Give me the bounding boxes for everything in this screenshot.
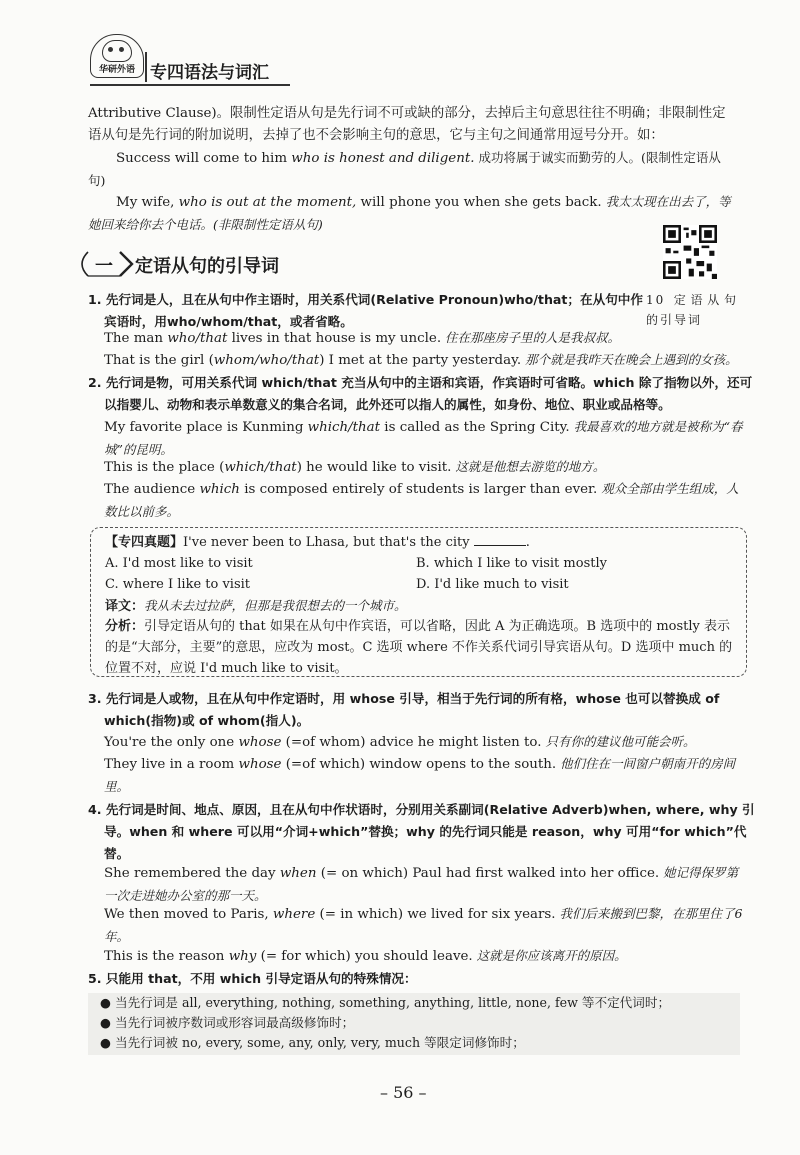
exam-analysis: 分析：引导定语从句的 that 如果在从句中作宾语，可以省略，因此 A 为正确选项。B 选项中的 mostly 表示的是“大部分，主要”的意思，应改为 most。C 选项 where 不作关系代词引导宾语从句。D 选项中 much 的位置不对，应说 I'd much like to visit。 bbox=[105, 619, 733, 676]
series-title: 专四语法与词汇 bbox=[150, 63, 269, 83]
header-underline bbox=[90, 84, 290, 86]
qr-caption: 10 定语从句的引导词 bbox=[646, 293, 738, 327]
item-4-example-2: We then moved to Paris, where (= in which) we lived for six years. 我们后来搬到巴黎，在那里住了6年。 bbox=[104, 906, 743, 944]
item-1-heading: 1. 先行词是人，且在从句中作主语时，用关系代词(Relative Pronoun)who/that；在从句中作宾语时，用who/whom/that，或者省略。 bbox=[88, 292, 643, 329]
intro-example-2: My wife, who is out at the moment, will phone you when she gets back. 我太太现在出去了，等她回来给你去个电话。(非限制性定语从句) bbox=[88, 194, 731, 232]
item-2-example-2: This is the place (which/that) he would like to visit. 这就是他想去游览的地方。 bbox=[104, 459, 606, 475]
logo-eye-left bbox=[108, 47, 113, 52]
logo-frog-face bbox=[102, 40, 132, 62]
exam-option-a: A. I'd most like to visit bbox=[105, 556, 253, 571]
item-4-example-3: This is the reason why (= for which) you should leave. 这就是你应该离开的原因。 bbox=[104, 948, 627, 964]
intro-paragraph: Attributive Clause)。限制性定语从句是先行词不可或缺的部分，去掉后主句意思往往不明确；非限制性定语从句是先行词的附加说明，去掉了也不会影响主句的意思，它与主句之间通常用逗号分开。如： bbox=[88, 106, 726, 143]
header-divider bbox=[145, 52, 147, 82]
exam-option-d: D. I'd like much to visit bbox=[416, 577, 569, 592]
item-1-example-1: The man who/that lives in that house is my uncle. 住在那座房子里的人是我叔叔。 bbox=[104, 330, 621, 346]
page-number: – 56 – bbox=[380, 1083, 427, 1102]
logo-text: 华研外语 bbox=[98, 65, 135, 75]
exam-option-b: B. which I like to visit mostly bbox=[416, 556, 607, 571]
exam-question: 【专四真题】I've never been to Lhasa, but that's the city . bbox=[105, 535, 530, 550]
exam-option-c: C. where I like to visit bbox=[105, 577, 251, 592]
qr-code-icon[interactable] bbox=[663, 225, 717, 279]
section-number: 一 bbox=[95, 256, 113, 277]
item-5-heading: 5. 只能用 that，不用 which 引导定语从句的特殊情况： bbox=[88, 971, 417, 986]
item-5-bullet-3: ● 当先行词被 no, every, some, any, only, very, much 等限定词修饰时； bbox=[100, 1035, 525, 1050]
item-5-bullet-2: ● 当先行词被序数词或形容词最高级修饰时； bbox=[100, 1015, 355, 1030]
logo-eye-right bbox=[119, 47, 124, 52]
exam-translation: 译文：我从未去过拉萨，但那是我很想去的一个城市。 bbox=[105, 598, 407, 614]
item-5-bullet-1: ● 当先行词是 all, everything, nothing, something, anything, little, none, few 等不定代词时； bbox=[100, 995, 671, 1010]
intro-example-1: Success will come to him who is honest and diligent. 成功将属于诚实而勤劳的人。(限制性定语从句) bbox=[88, 150, 721, 188]
item-4-example-1: She remembered the day when (= on which) Paul had first walked into her office. 她记得保罗第一次走进她办公室的那一天。 bbox=[104, 865, 739, 903]
answer-blank bbox=[474, 533, 526, 546]
section-title: 定语从句的引导词 bbox=[135, 256, 279, 277]
item-3-example-2: They live in a room whose (=of which) window opens to the south. 他们住在一间窗户朝南开的房间里。 bbox=[104, 756, 736, 794]
item-4-heading: 4. 先行词是时间、地点、原因，且在从句中作状语时，分别用关系副词(Relative Adverb)when, where, why 引导。when 和 where 可以用“介词+which”替换；why 的先行词只能是 reason，why 可用“for which”代替。 bbox=[88, 802, 755, 861]
item-1-example-2: That is the girl (whom/who/that) I met at the party yesterday. 那个就是我昨天在晚会上遇到的女孩。 bbox=[104, 352, 738, 368]
item-3-example-1: You're the only one whose (=of whom) advice he might listen to. 只有你的建议他可能会听。 bbox=[104, 734, 696, 750]
item-2-example-3: The audience which is composed entirely of students is larger than ever. 观众全部由学生组成，人数比以前多。 bbox=[104, 481, 739, 519]
item-3-heading: 3. 先行词是人或物，且在从句中作定语时，用 whose 引导，相当于先行词的所有格，whose 也可以替换成 of which(指物)或 of whom(指人)。 bbox=[88, 691, 720, 728]
item-2-example-1: My favorite place is Kunming which/that is called as the Spring City. 我最喜欢的地方就是被称为“春城”的昆明。 bbox=[104, 419, 743, 457]
item-2-heading: 2. 先行词是物，可用关系代词 which/that 充当从句中的主语和宾语，作宾语时可省略。which 除了指物以外，还可以指婴儿、动物和表示单数意义的集合名词，此外还可以指人的属性，如身份、地位、职业或品格等。 bbox=[88, 375, 753, 412]
